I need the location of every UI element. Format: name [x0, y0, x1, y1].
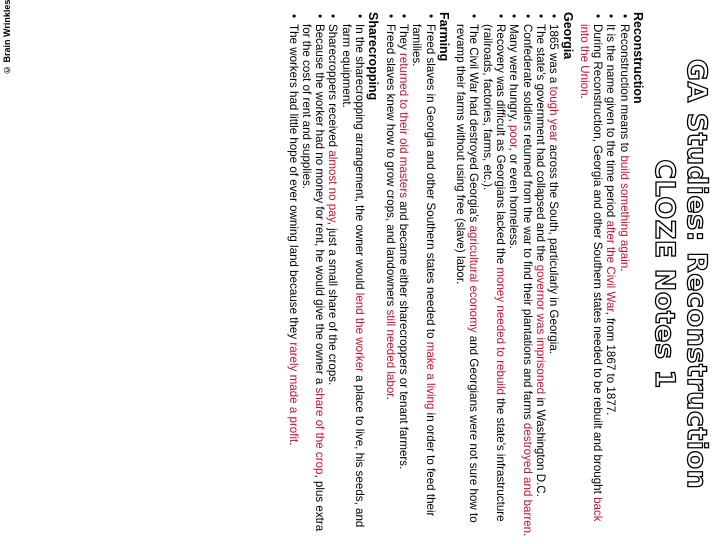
bullet-text: . — [577, 95, 591, 99]
bullet-item — [326, 12, 339, 538]
section-heading: Georgia — [560, 12, 575, 60]
bullet-text: . — [383, 396, 397, 400]
bullet-text: The workers had little hope of ever owning land because they — [286, 24, 300, 343]
title-line-2: CLOZE Notes 1 — [649, 159, 680, 389]
bullet-text: , or even homeless. — [507, 147, 521, 249]
notes-section — [286, 12, 379, 538]
bullet-item — [507, 12, 520, 538]
cloze-answer: rarely made a profit — [286, 342, 300, 443]
notes-section — [578, 12, 644, 538]
bullet-item — [604, 12, 617, 538]
bullet-item — [286, 12, 299, 538]
bullet-text: and became either sharecroppers or tenant farmers. — [396, 198, 410, 470]
bullet-item — [300, 12, 327, 538]
bullet-text: In the sharecropping arrangement, the owner would — [353, 24, 367, 293]
bullet-text: in Washington D.C. — [533, 394, 547, 497]
bullet-item — [339, 12, 366, 538]
bullet-list — [383, 12, 436, 538]
page-title — [648, 4, 718, 544]
bullet-text: 1865 was a — [547, 24, 561, 87]
bullet-text: Recovery was difficult as Georgians lacked the — [494, 24, 508, 268]
bullet-text: , plus extra for the cost of rent and supplies. — [299, 24, 327, 532]
bullet-item — [520, 12, 533, 538]
bullet-text: and Georgians were not sure how to revamp their farms without using free (slave) labor. — [454, 24, 481, 523]
slide — [18, 4, 718, 544]
cloze-answer: money needed to rebuild — [494, 267, 508, 395]
cloze-answer: tough year — [547, 86, 561, 142]
notes-section — [454, 12, 574, 538]
bullet-text: . — [520, 533, 534, 537]
bullet-text: Many were hungry, — [507, 24, 521, 125]
bullet-text: The Civil War had destroyed Georgia's — [467, 24, 481, 226]
bullet-item — [480, 12, 507, 538]
bullet-text: Freed slaves knew how to grow crops, and landowners — [383, 24, 397, 310]
bullet-text: a place to live, his seeds, and farm equipment. — [339, 24, 367, 528]
bullet-text: It is the name given to the time period — [604, 24, 618, 221]
cloze-answer: make a living — [423, 341, 437, 410]
copyright-notice: © Brain Wrinkles — [2, 0, 12, 76]
bullet-text: the state's infrastructure (railroads, factories, farms, etc.). — [480, 24, 508, 522]
bullet-item — [617, 12, 630, 538]
bullet-text: Because the worker had no money for rent, he would give the owner a — [313, 24, 327, 388]
bullet-text: The state's government had collapsed and the — [533, 24, 547, 265]
bullet-item — [397, 12, 410, 538]
bullet-text: Confederate soldiers returned from the war to find their plantations and farms — [520, 24, 534, 423]
title-line-1: GA Studies: Reconstruction — [681, 58, 712, 490]
bullet-list — [454, 12, 560, 538]
bullet-text: During Reconstruction, Georgia and other Southern states needed to be rebuilt and brought — [591, 24, 605, 498]
bullet-item — [578, 12, 605, 538]
cloze-answer: almost no pay — [326, 150, 340, 222]
bullet-list — [286, 12, 366, 538]
bullet-text: Sharecroppers received — [326, 24, 340, 151]
notes-content — [286, 4, 644, 544]
cloze-answer: returned to their old masters — [396, 53, 410, 198]
cloze-answer: poor — [507, 124, 521, 148]
bullet-text: , just a small share of the crops. — [326, 221, 340, 386]
section-heading: Reconstruction — [631, 12, 645, 104]
bullet-text: Freed slaves in Georgia and other Southern states needed to — [423, 24, 437, 342]
bullet-text: across the South, particularly in Georgia. — [547, 141, 561, 354]
cloze-answer: after the Civil War — [604, 220, 618, 312]
bullet-item — [547, 12, 560, 538]
notes-section — [383, 12, 449, 538]
bullet-text: They — [396, 24, 410, 53]
cloze-answer: destroyed and barren — [520, 422, 534, 534]
bullet-text: . — [286, 442, 300, 446]
bullet-text: , from 1867 to 1877. — [604, 311, 618, 416]
bullet-item — [383, 12, 396, 538]
cloze-answer: share of the crop — [313, 387, 327, 475]
cloze-answer: back into the Union — [577, 24, 605, 522]
cloze-answer: lend the worker — [353, 292, 367, 373]
section-heading: Farming — [436, 12, 451, 62]
bullet-list — [578, 12, 631, 538]
cloze-answer: build something again — [617, 155, 631, 269]
cloze-answer: still needed labor — [383, 309, 397, 397]
bullet-item — [410, 12, 437, 538]
bullet-text: Reconstruction means to — [617, 24, 631, 156]
bullet-text: . — [617, 268, 631, 272]
cloze-answer: agricultural economy — [467, 225, 481, 333]
bullet-text: in order to feed their families. — [410, 24, 437, 517]
cloze-answer: governor was imprisoned — [533, 264, 547, 395]
bullet-item — [534, 12, 547, 538]
bullet-item — [454, 12, 481, 538]
section-heading: Sharecropping — [366, 12, 381, 101]
